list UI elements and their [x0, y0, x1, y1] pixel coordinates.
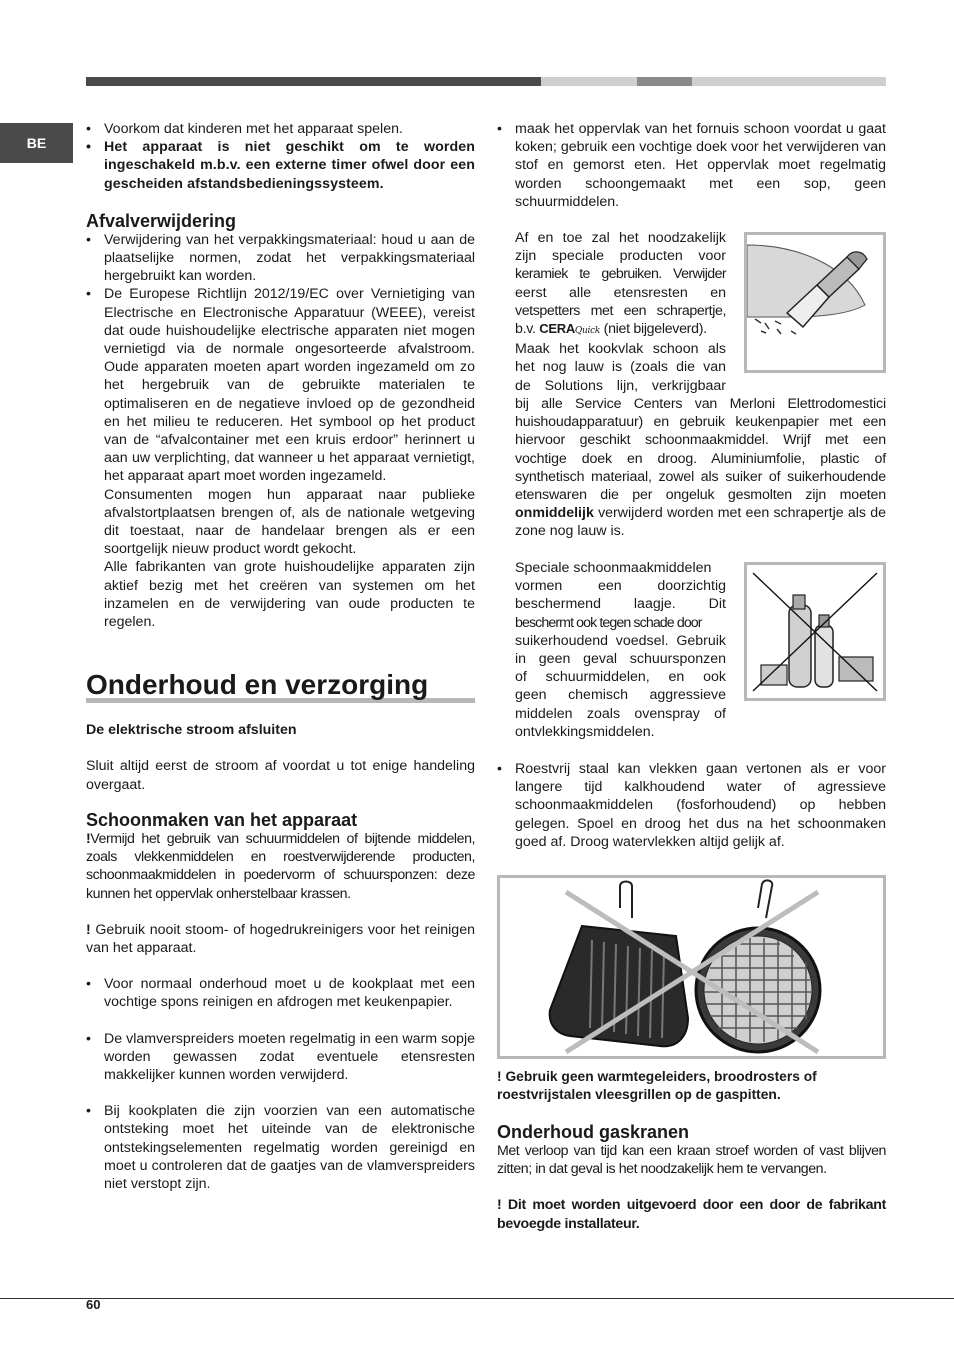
list-item: • maak het oppervlak van het fornuis schoon voordat u gaat koken; gebruik een vochtige doek voor het verwijderen van stof en gemorst eten. Het oppervlak moet regelmatig worden schoongemaakt met een sop, geen schuurmiddelen.: [497, 120, 886, 211]
no-abrasives-figure: [744, 562, 886, 701]
warning-paragraph: [86, 830, 475, 903]
header-bar-dark: [86, 77, 541, 86]
text-line: het nog lauw is (zoals die van: [515, 359, 726, 376]
list-item: • Verwijdering van het verpakkingsmateriaal: houd u aan de plaatselijke normen, zodat het verpakkingsmateriaal hergebruikt kan worden.: [86, 231, 475, 286]
header-bar-mid: [637, 77, 692, 86]
text-line: vormen een doorzichtig: [515, 578, 726, 595]
warning-paragraph: [497, 1196, 886, 1232]
grill-illustration: [500, 878, 883, 1056]
safety-list: [86, 120, 475, 193]
list-item: • Het apparaat is niet geschikt om te worden ingeschakeld m.b.v. een externe timer ofwel door een gescheiden afstandsbedieningssysteem.: [86, 138, 475, 193]
text-line: Af en toe zal het noodzakelijk: [515, 230, 726, 246]
text-line: in geen geval schuursponzen: [515, 651, 726, 668]
page-number: 60: [86, 1297, 101, 1312]
right-list: [497, 120, 886, 211]
cera-logo: CERA: [539, 321, 575, 337]
text-line: de Solutions lijn, verkrijgbaar: [515, 377, 726, 394]
warning-text: Gebruik geen warmtegeleiders, broodrosters of roestvrijstalen vleesgrillen op de gaspitten.: [497, 1069, 817, 1103]
warning-icon: !: [86, 921, 91, 938]
list-item: • De Europese Richtlijn 2012/19/EC over Vernietiging van Electrische en Electronische Apparatuur (WEEE), vereist dat oude huishoudelijke electrische apparaten niet mogen vernietigd via de normale ongesorteerde afvalstroom. Oude apparaten moeten apart worden ingezameld om zo het hergebruik van de gebruikte materialen te optimaliseren en de negatieve invloed op de gezondheid en het milieu te reduceren. Het symbool op het product van de “afvalcontainer met een kruis erdoor” herinnert u aan uw verplichting, dat wanneer u het apparaat vernietigt, het apparaat apart moet worden ingezameld.: [86, 285, 475, 485]
grill-figure: [497, 875, 886, 1059]
text-line: beschermend laagje. Dit: [515, 596, 726, 613]
gaskranen-block: [497, 1122, 886, 1233]
warning-icon: !: [497, 1197, 502, 1214]
text-line: beschermt ook tegen schade door: [515, 614, 702, 631]
text-line: vetspetters met een schrapertje,: [515, 302, 726, 319]
afval-paragraph: Consumenten mogen hun apparaat naar publieke afvalstortplaatsen brengen of, als de nationale wetgeving dit toestaat, naar de handelaar brengen als er een soortgelijk nieuw product wordt gekocht.: [104, 486, 475, 558]
list-item: • Roestvrij staal kan vlekken gaan vertonen als er voor langere tijd kalkhoudend water of agressieve schoonmaakmiddelen (fosforhoudend) op hebben gelegen. Spoel en droog het dus na het schoonmaken goed af. Droog watervlekken altijd gelijk af.: [497, 760, 886, 851]
gaskranen-text: Met verloop van tijd kan een kraan stroef worden of vast blijven zitten; in dat geval is het noodzakelijk hem te vervangen.: [497, 1143, 886, 1178]
warning-text: Dit moet worden uitgevoerd door een door de fabrikant bevoegde installateur.: [497, 1197, 886, 1232]
warning-text: Gebruik nooit stoom- of hogedrukreinigers voor het reinigen van het apparaat.: [86, 921, 475, 956]
list-item: • Bij kookplaten die zijn voorzien van een automatische ontsteking moet het uiteinde van de elektronische ontstekingselementen regelmatig worden gereinigd en moet u controleren dat de gaatjes van de vlamverspreiders niet verstopt zijn.: [86, 1102, 475, 1193]
ceramic-end-text: verwijderd worden met een schrapertje als de zone nog lauw is.: [515, 505, 886, 540]
page-title: Onderhoud en verzorging: [86, 669, 429, 701]
text-line: Maak het kookvlak schoon als: [515, 341, 726, 358]
rvs-list: [497, 760, 886, 851]
stroom-heading: De elektrische stroom afsluiten: [86, 722, 297, 739]
text-line: eerst alle etensresten en: [515, 284, 726, 301]
not-supplied: (niet bijgeleverd).: [603, 321, 707, 338]
text-line: [515, 320, 726, 340]
ceramic-text: [515, 229, 726, 395]
gaskranen-heading: Onderhoud gaskranen: [497, 1122, 690, 1142]
scraper-illustration: [747, 235, 883, 370]
ceramic-bold: onmiddelijk: [515, 505, 594, 522]
text-line: Speciale schoonmaakmiddelen: [515, 560, 712, 576]
cleaning-list: [86, 975, 475, 1011]
warning-paragraph: [86, 921, 475, 957]
afval-list: [86, 231, 475, 486]
text-line: middelen zoals ovenspray of: [515, 705, 726, 722]
ceramic-rest: [515, 395, 886, 541]
bv-label: b.v.: [515, 321, 536, 338]
scraper-figure: [744, 232, 886, 373]
grill-warning: [497, 1068, 886, 1104]
text-line: geen chemisch aggressieve: [515, 687, 726, 704]
language-tab: BE: [0, 123, 73, 163]
cleaning-list: [86, 1102, 475, 1193]
list-item: • Voor normaal onderhoud moet u de kookplaat met een vochtige spons reinigen en afdrogen met keukenpapier.: [86, 975, 475, 1011]
special-text: [515, 559, 726, 741]
text-line: keramiek te gebruiken. Verwijder: [515, 266, 726, 283]
afval-heading: Afvalverwijdering: [86, 210, 237, 231]
ceramic-rest-text: bij alle Service Centers van Merloni Elettrodomestici huishoudapparatuur) en gebruik keukenpapier met een hiervoor geschikt schoonmaakmiddel. Wrijf met een vochtige doek en droog. Aluminiumfolie, plastic of synthetisch materiaal, zowel als suiker of suikerhoudende etenswaren die per ongeluk gesmolten zijn moeten: [515, 396, 886, 504]
rvs-block: [497, 760, 886, 851]
warning-icon: !: [86, 830, 91, 847]
schoon-heading: Schoonmaken van het apparaat: [86, 809, 358, 830]
stroom-text: Sluit altijd eerst de stroom af voordat u tot enige handeling overgaat.: [86, 758, 475, 793]
afval-paragraph: Alle fabrikanten van grote huishoudelijke apparaten zijn aktief bezig met het creëren van systemen om het inzamelen en de verwijdering van oude producten te regelen.: [104, 559, 475, 631]
left-column: [86, 120, 475, 1193]
right-column: [497, 120, 886, 211]
warning-icon: !: [497, 1069, 502, 1084]
cera-script: Quick: [574, 326, 600, 337]
list-item: • Voorkom dat kinderen met het apparaat spelen.: [86, 120, 475, 138]
cleaning-list: [86, 1030, 475, 1085]
ceramic-continuation: [515, 395, 886, 541]
text-line: of schuurmiddelen, en ook: [515, 669, 726, 686]
text-line: ontvlekkingsmiddelen.: [515, 723, 655, 740]
header-bar-light: [541, 77, 637, 86]
footer-rule: [0, 1298, 954, 1299]
text-line: suikerhoudend voedsel. Gebruik: [515, 632, 726, 649]
header-bar-light-2: [692, 77, 886, 86]
no-abrasives-illustration: [747, 565, 883, 698]
text-line: zijn speciale producten voor: [515, 248, 726, 265]
list-item: • De vlamverspreiders moeten regelmatig in een warm sopje worden gewassen zodat eventuele etensresten makkelijker kunnen worden verwijderd.: [86, 1030, 475, 1085]
warning-text: Vermijd het gebruik van schuurmiddelen of bijtende middelen, zoals vlekkenmiddelen en roestverwijderende producten, schoonmaakmiddelen in poedervorm of schuursponzen: deze kunnen het oppervlak onherstelbaar krassen.: [86, 830, 475, 902]
